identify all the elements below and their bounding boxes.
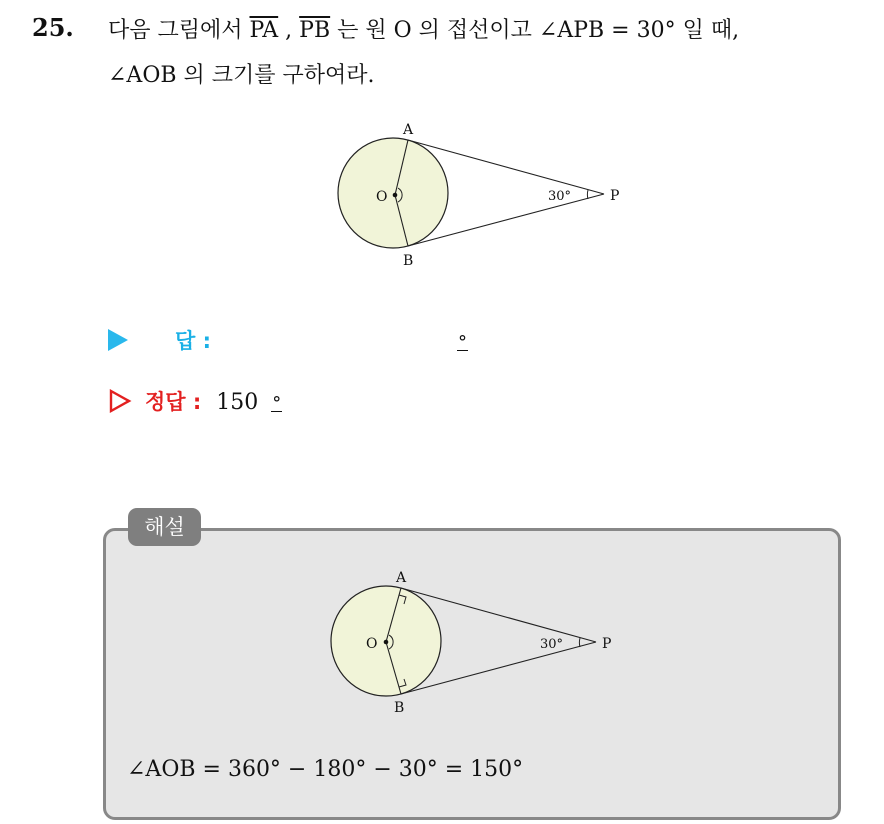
correct-answer-row <box>108 386 282 416</box>
label-o: O <box>376 189 388 205</box>
solution-equation: ∠AOB = 360° − 180° − 30° = 150° <box>127 757 524 782</box>
label-p: P <box>602 636 612 652</box>
correct-unit: ° <box>272 393 282 414</box>
label-o: O <box>366 636 378 652</box>
question-text-part: 는 원 O 의 접선이고 ∠APB = 30° 일 때, <box>330 18 740 43</box>
explanation-figure <box>312 566 632 726</box>
label-b: B <box>403 253 414 269</box>
segment-pb: $\overline{PB}$ <box>299 18 331 43</box>
label-b: B <box>394 700 405 716</box>
label-a: A <box>396 570 407 586</box>
question-text-line2: ∠AOB 의 크기를 구하여라. <box>108 63 375 88</box>
outline-arrow-icon <box>108 389 132 413</box>
label-a: A <box>403 122 414 138</box>
explanation-tag: 해설 <box>128 508 201 546</box>
correct-label: 정답 : <box>145 390 202 414</box>
angle-arc-p <box>587 190 588 199</box>
angle-arc-p <box>579 638 580 647</box>
segment-pa: $\overline{PA}$ <box>249 18 279 43</box>
answer-unit: ° <box>458 332 467 353</box>
answer-row <box>108 325 468 355</box>
question-text-part: 다음 그림에서 <box>108 18 250 43</box>
center-point <box>384 640 389 645</box>
center-point <box>393 193 398 198</box>
question-number: 25. <box>32 13 74 42</box>
tangent-figure <box>320 118 640 278</box>
answer-label: 답 : <box>175 329 211 353</box>
label-angle: 30° <box>548 189 572 204</box>
circle-o <box>338 138 448 248</box>
correct-value: 150 <box>216 390 259 415</box>
question-text-line1 <box>108 13 739 44</box>
question-text-part: , <box>278 18 300 43</box>
answer-arrow-icon <box>108 329 128 351</box>
label-p: P <box>610 188 620 204</box>
label-angle: 30° <box>540 637 564 652</box>
